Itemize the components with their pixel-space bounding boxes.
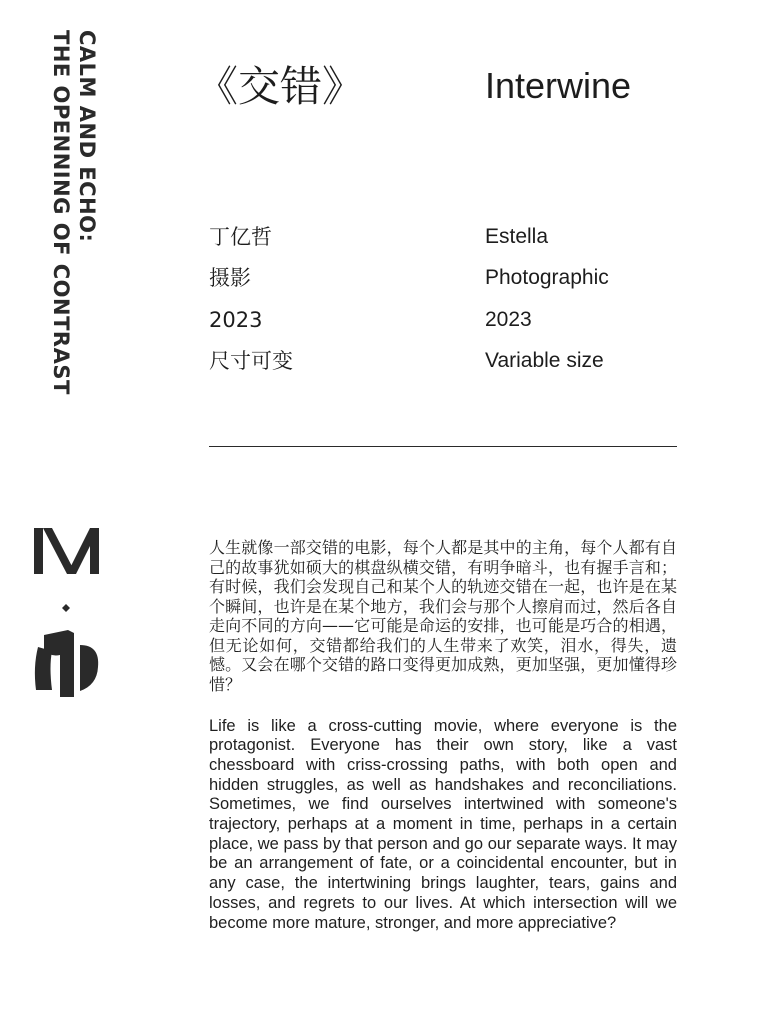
section-divider: [209, 446, 677, 447]
artwork-title-english: Interwine: [485, 65, 632, 106]
vertical-exhibition-title: [48, 30, 100, 470]
artist-name-cn: 丁亿哲: [209, 225, 272, 249]
description-chinese: 人生就像一部交错的电影，每个人都是其中的主角，每个人都有自己的故事犹如硕大的棋盘纵横交错，有明争暗斗，也有握手言和；有时候，我们会发现自己和某个人的轨迹交错在一起，也许是在某个瞬间，也许是在某个地方，我们会与那个人擦肩而过，然后各自走向不同的方向——它可能是命运的安排，也可能是巧合的相遇，但无论如何，交错都给我们的人生带来了欢笑，泪水，得失，遗憾。又会在哪个交错的路口变得更加成熟，更加坚强，更加懂得珍惜？: [209, 538, 677, 694]
artist-name-en: Estella: [485, 225, 549, 248]
year-en: 2023: [485, 307, 532, 331]
artwork-title-chinese: 《交错》: [196, 62, 365, 111]
year-cn: 2023: [209, 307, 263, 332]
medium-cn: 摄影: [209, 266, 251, 291]
size-cn: 尺寸可变: [209, 348, 293, 373]
vertical-title-line-1: CALM AND ECHO:: [75, 30, 99, 243]
vertical-title-line-2: THE OPENNING OF CONTRAST: [49, 30, 73, 395]
artwork-info-english: [485, 222, 705, 387]
medium-en: Photographic: [485, 266, 609, 290]
description-english: Life is like a cross-cutting movie, where everyone is the protagonist. Everyone has their own story, like a vast chessboard with criss-crossing paths, with both open and hidden struggles, as well as handshakes and reconciliations. Sometimes, we find ourselves intertwined with someone's trajectory, perhaps at a moment in time, perhaps in a certain place, we pass by that person and go our separate ways. It may be an arrangement of fate, or a coincidental encounter, but in any case, the intertwining brings laughter, tears, gains and losses, and regrets to our lives. At which intersection will we become more mature, stronger, and more appreciative?: [209, 716, 677, 932]
size-en: Variable size: [485, 348, 604, 372]
artwork-info-chinese: [209, 222, 429, 387]
m-dot-one-logo-icon: [30, 525, 102, 705]
